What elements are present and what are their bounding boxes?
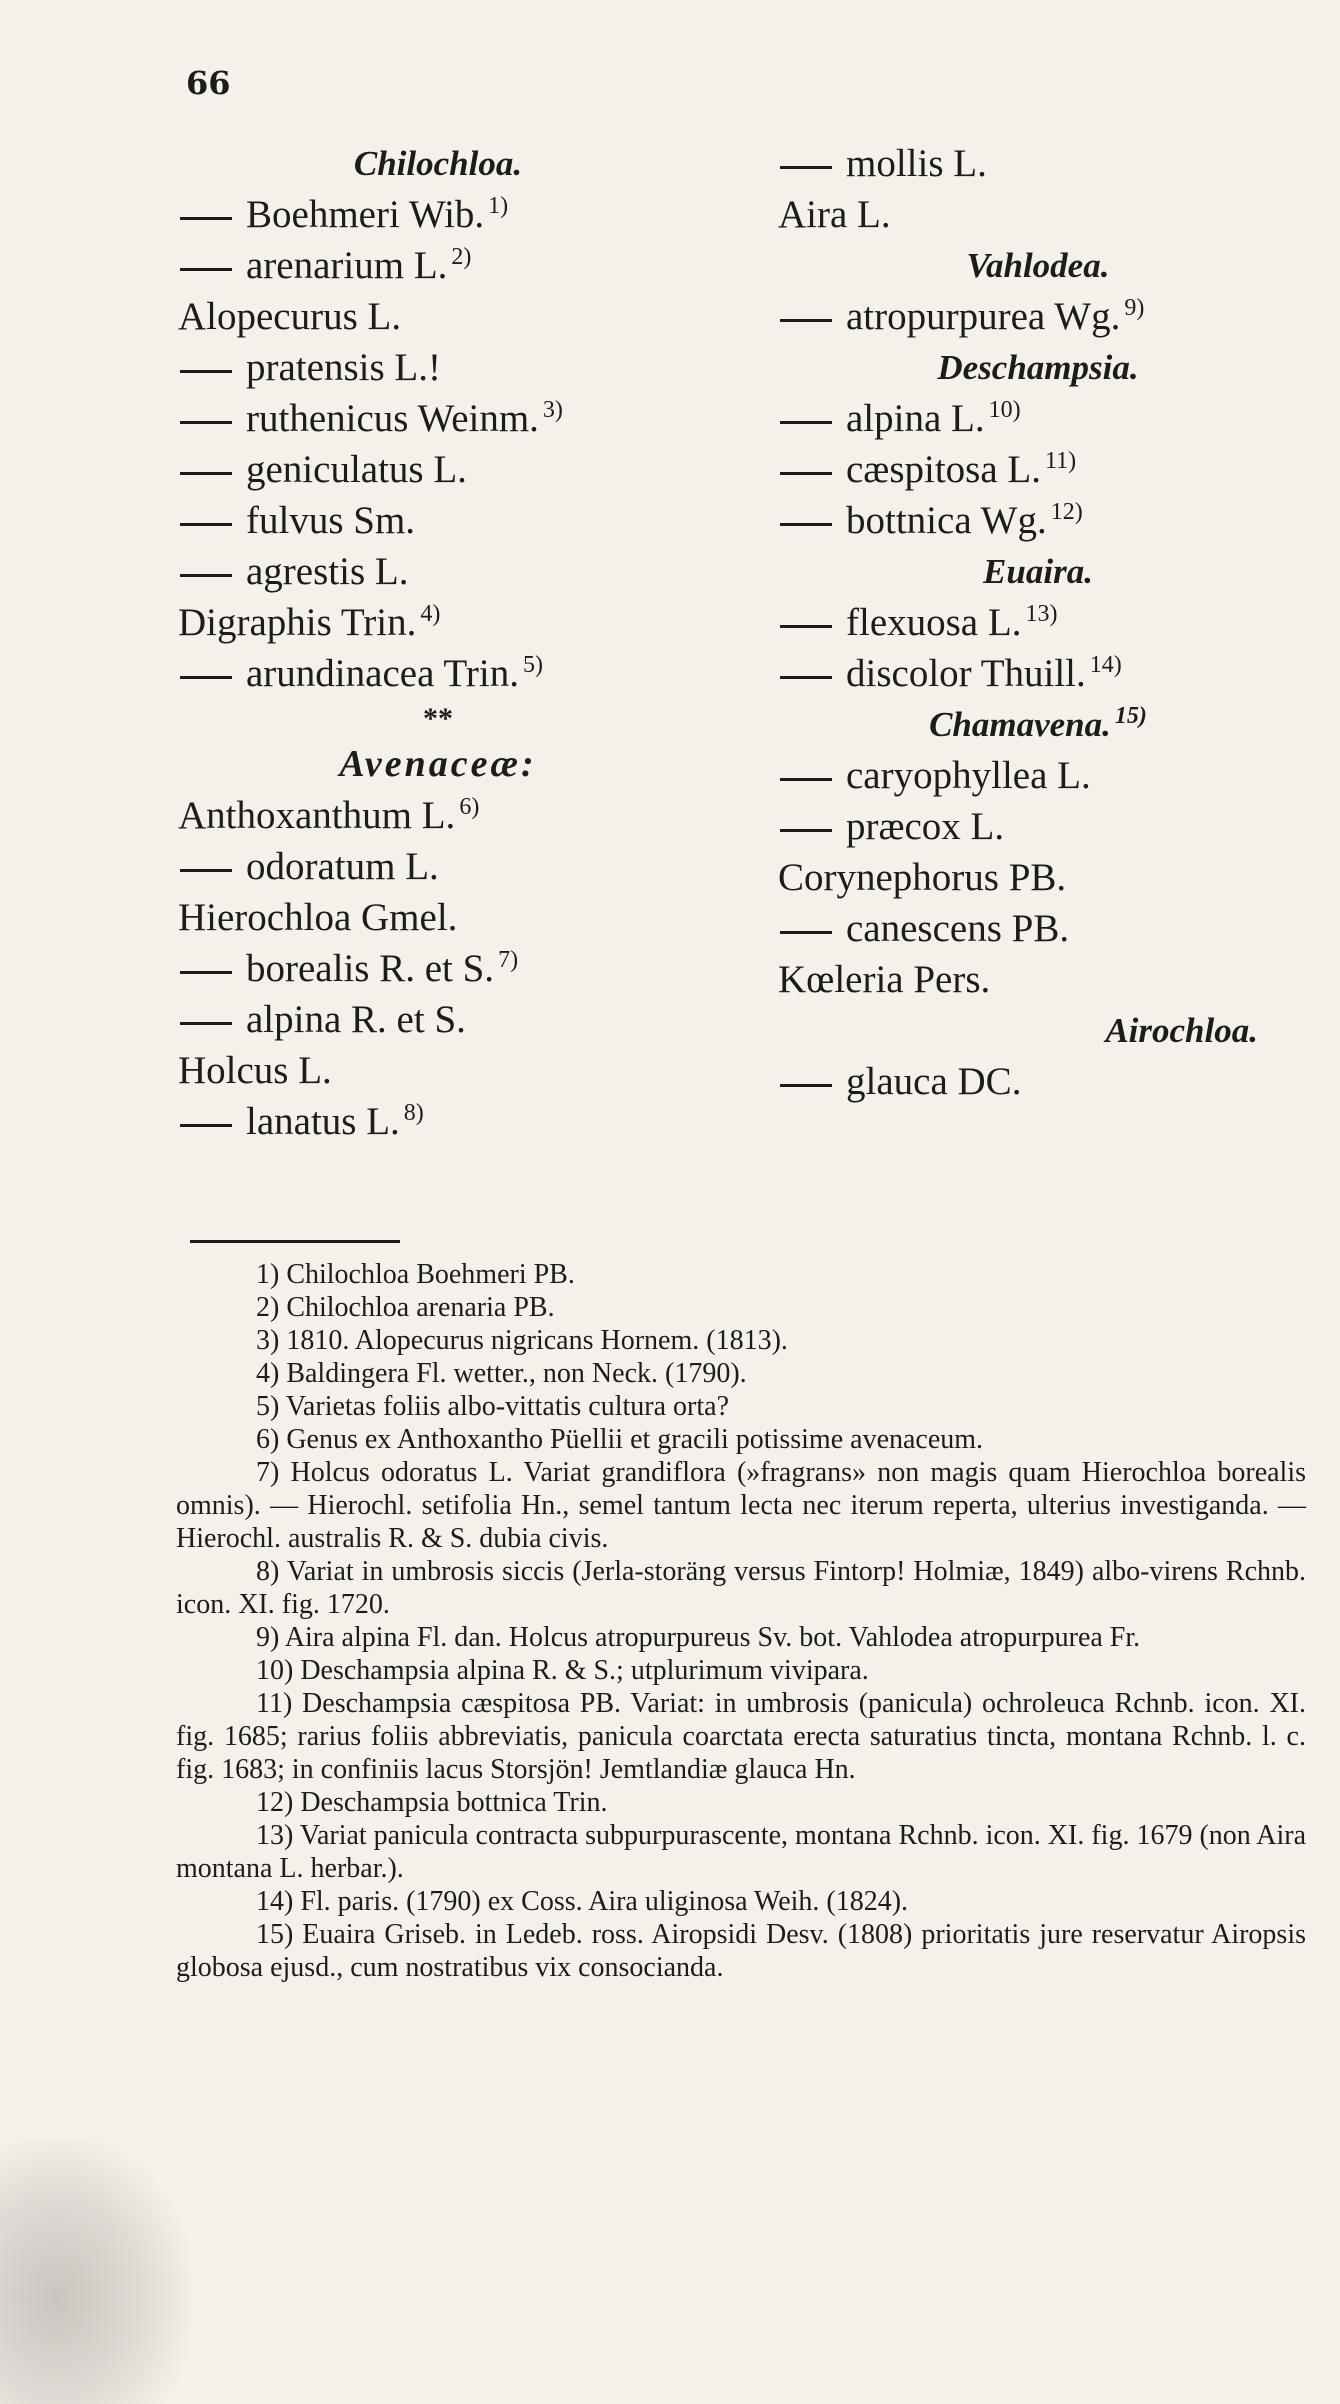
species-entry: geniculatus L. [178, 444, 698, 495]
species-entry: cæspitosa L. $^{11)}$ [778, 444, 1298, 495]
dash-mark [780, 676, 832, 679]
page-number: 66 [186, 64, 231, 102]
species-entry: mollis L. [778, 138, 1298, 189]
section-heading: Euaira. [983, 552, 1093, 591]
species-entry: canescens PB. [778, 903, 1298, 954]
dash-mark [780, 1084, 832, 1087]
section-heading: Chilochloa. [353, 144, 523, 183]
footnote-ref: 13) [1025, 601, 1058, 627]
dash-mark [780, 778, 832, 781]
species-entry: agrestis L. [178, 546, 698, 597]
section-heading: Airochloa. [1105, 1011, 1258, 1050]
right-species-column [778, 138, 1298, 1107]
section-heading: Deschampsia. [937, 348, 1139, 387]
dash-mark [180, 869, 232, 872]
species-entry: fulvus Sm. [178, 495, 698, 546]
dash-mark [180, 217, 232, 220]
footnote-ref: 12) [1050, 499, 1083, 525]
dash-mark [780, 523, 832, 526]
footnote-ref: 10) [988, 397, 1021, 423]
genus-entry: Anthoxanthum L. $^{6)}$ [178, 794, 480, 837]
footnote-ref: 15) [1114, 703, 1147, 730]
genus-entry: Kœleria Pers. [778, 958, 991, 1001]
species-entry: ruthenicus Weinm. $^{3)}$ [178, 393, 698, 444]
dash-mark [180, 370, 232, 373]
genus-entry: Digraphis Trin. $^{4)}$ [178, 601, 441, 644]
footnote: 15) Euaira Griseb. in Ledeb. ross. Airopsidi Desv. (1808) prioritatis jure reservatur Airopsis globosa ejusd., cum nostratibus vix consocianda. [176, 1919, 1306, 1983]
footnote: 1) Chilochloa Boehmeri PB. [256, 1259, 575, 1290]
dash-mark [780, 829, 832, 832]
footnote: 6) Genus ex Anthoxantho Püellii et gracili potissime avenaceum. [256, 1424, 984, 1455]
footnote-ref: 7) [498, 947, 519, 973]
species-entry: borealis R. et S. $^{7)}$ [178, 943, 698, 994]
dash-mark [180, 1022, 232, 1025]
genus-entry: Holcus L. [178, 1049, 332, 1092]
footnote-divider [190, 1240, 400, 1243]
footnote: 7) Holcus odoratus L. Variat grandiflora (»fragrans» non magis quam Hierochloa borealis omnis). — Hierochl. setifolia Hn., semel tantum lecta nec iterum reperta, ulterius investiganda. — Hierochl. australis R. & S. dubia civis. [176, 1457, 1306, 1554]
genus-entry: Aira L. [778, 193, 891, 236]
dash-mark [780, 421, 832, 424]
footnote-ref: 9) [1124, 295, 1145, 321]
footnote: 12) Deschampsia bottnica Trin. [256, 1787, 608, 1818]
dash-mark [180, 523, 232, 526]
footnote-ref: 3) [542, 397, 563, 423]
species-entry: discolor Thuill. $^{14)}$ [778, 648, 1298, 699]
dash-mark [180, 971, 232, 974]
footnote: 5) Varietas foliis albo-vittatis cultura orta? [256, 1391, 730, 1422]
species-entry: odoratum L. [178, 841, 698, 892]
page-stain [0, 2140, 190, 2404]
footnote: 11) Deschampsia cæspitosa PB. Variat: in umbrosis (panicula) ochroleuca Rchnb. icon. XI. fig. 1685; rarius foliis abbreviatis, panicula coarctata erecta saturatius tincta, montana Rchnb. l. c. fig. 1683; in confiniis lacus Storsjön! Jemtlandiæ glauca Hn. [176, 1688, 1306, 1785]
species-entry: glauca DC. [778, 1056, 1298, 1107]
section-heading: Chamavena. $^{15)}$ [929, 703, 1147, 744]
footnote: 4) Baldingera Fl. wetter., non Neck. (1790). [256, 1358, 747, 1389]
genus-entry: Corynephorus PB. [778, 856, 1067, 899]
dash-mark [780, 166, 832, 169]
footnote-ref: 4) [420, 601, 441, 627]
footnote: 13) Variat panicula contracta subpurpurascente, montana Rchnb. icon. XI. fig. 1679 (non Aira montana L. herbar.). [176, 1820, 1306, 1884]
species-entry: præcox L. [778, 801, 1298, 852]
footnote: 8) Variat in umbrosis siccis (Jerla-storäng versus Fintorp! Holmiæ, 1849) albo-virens Rchnb. icon. XI. fig. 1720. [176, 1556, 1306, 1620]
genus-entry: Alopecurus L. [178, 295, 402, 338]
footnote-ref: 5) [522, 652, 543, 678]
footnote: 3) 1810. Alopecurus nigricans Hornem. (1813). [256, 1325, 788, 1356]
genus-entry: Hierochloa Gmel. [178, 896, 458, 939]
footnote-ref: 14) [1089, 652, 1122, 678]
dash-mark [180, 421, 232, 424]
section-separator-stars: ** [423, 702, 453, 735]
footnote: 9) Aira alpina Fl. dan. Holcus atropurpureus Sv. bot. Vahlodea atropurpurea Fr. [256, 1622, 1141, 1653]
footnote: 10) Deschampsia alpina R. & S.; utplurimum vivipara. [256, 1655, 869, 1686]
dash-mark [180, 472, 232, 475]
species-entry: arenarium L. $^{2)}$ [178, 240, 698, 291]
species-entry: lanatus L. $^{8)}$ [178, 1096, 698, 1147]
footnotes [176, 1258, 1306, 1984]
dash-mark [180, 1124, 232, 1127]
dash-mark [780, 931, 832, 934]
dash-mark [180, 574, 232, 577]
footnote: 14) Fl. paris. (1790) ex Coss. Aira uliginosa Weih. (1824). [256, 1886, 909, 1917]
footnote-ref: 11) [1044, 448, 1077, 474]
dash-mark [180, 268, 232, 271]
species-entry: arundinacea Trin. $^{5)}$ [178, 648, 698, 699]
species-entry: pratensis L.! [178, 342, 698, 393]
footnote-ref: 2) [451, 244, 472, 270]
species-entry: bottnica Wg. $^{12)}$ [778, 495, 1298, 546]
left-species-column [178, 138, 698, 1147]
footnote-ref: 8) [403, 1100, 424, 1126]
dash-mark [780, 319, 832, 322]
footnote: 2) Chilochloa arenaria PB. [256, 1292, 555, 1323]
footnote-ref: 1) [488, 193, 509, 219]
dash-mark [780, 625, 832, 628]
dash-mark [780, 472, 832, 475]
species-entry: flexuosa L. $^{13)}$ [778, 597, 1298, 648]
species-entry: Boehmeri Wib. $^{1)}$ [178, 189, 698, 240]
species-entry: atropurpurea Wg. $^{9)}$ [778, 291, 1298, 342]
family-heading: Avenaceæ: [339, 743, 537, 785]
species-entry: alpina L. $^{10)}$ [778, 393, 1298, 444]
footnote-ref: 6) [459, 794, 480, 820]
dash-mark [180, 676, 232, 679]
section-heading: Vahlodea. [966, 246, 1110, 285]
species-entry: caryophyllea L. [778, 750, 1298, 801]
species-entry: alpina R. et S. [178, 994, 698, 1045]
